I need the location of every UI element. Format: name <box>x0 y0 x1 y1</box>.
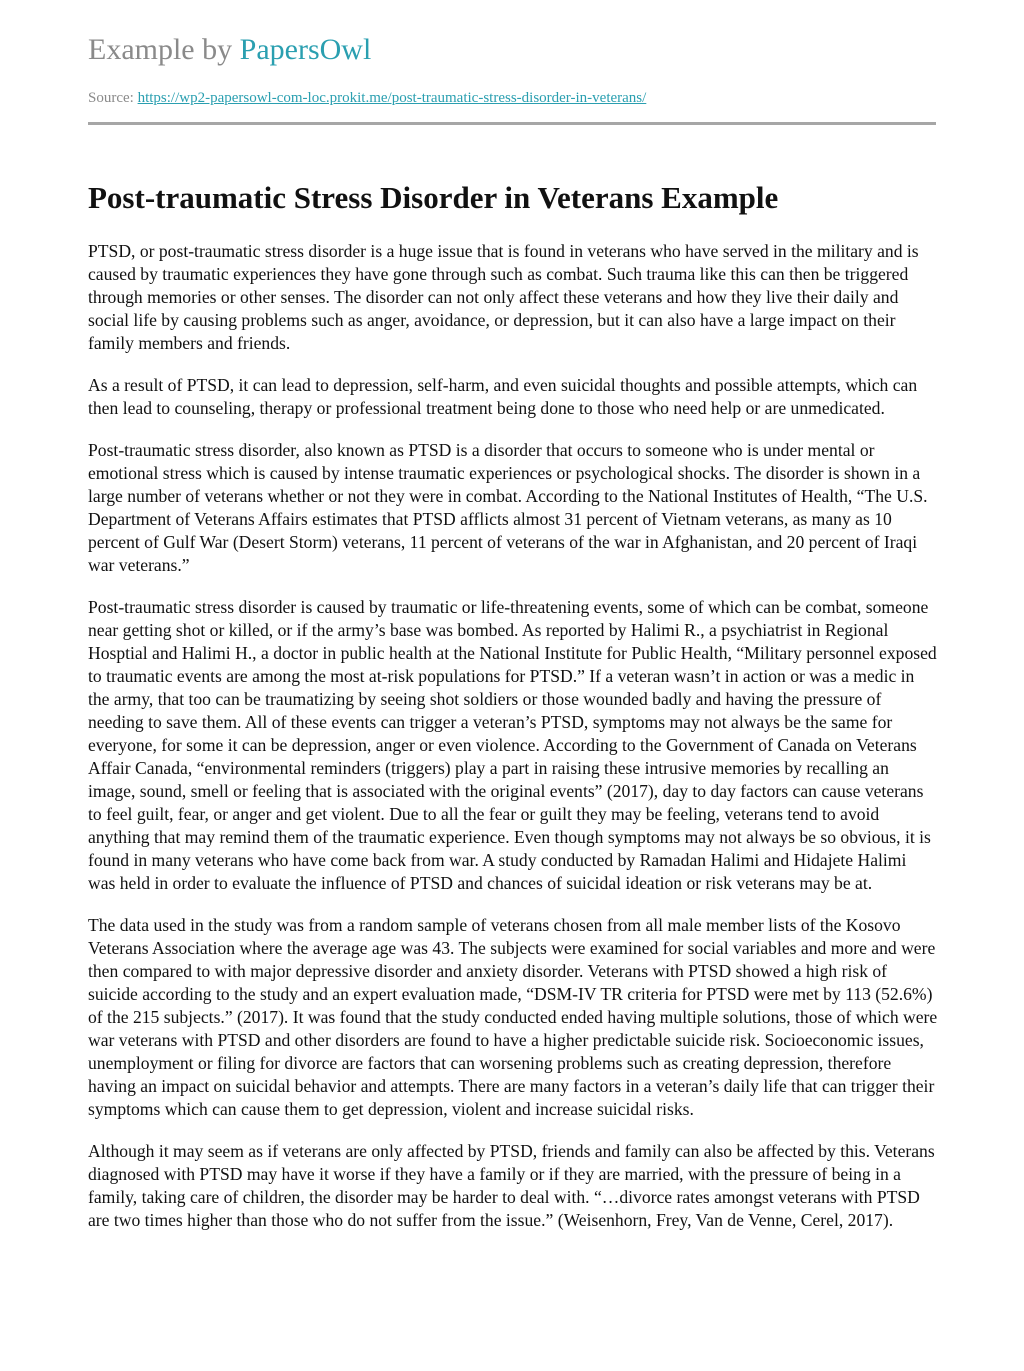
source-line <box>88 89 646 107</box>
source-label: Source: <box>88 90 134 106</box>
site-brand[interactable] <box>88 32 371 68</box>
paragraph: As a result of PTSD, it can lead to depression, self-harm, and even suicidal thoughts and possible attempts, which can then lead to counseling, therapy or professional treatment being done to those who need help or are unmedicated. <box>88 375 918 418</box>
paragraph: Post-traumatic stress disorder, also known as PTSD is a disorder that occurs to someone who is under mental or emotional stress which is caused by intense traumatic experiences or psychological shocks. The disorder is shown in a large number of veterans whether or not they were in combat. According to the National Institutes of Health, “The U.S. Department of Veterans Affairs estimates that PTSD afflicts almost 31 percent of Vietnam veterans, as many as 10 percent of Gulf War (Desert Storm) veterans, 11 percent of veterans of the war in Afghanistan, and 20 percent of Iraqi war veterans.” <box>88 440 928 575</box>
paragraph: The data used in the study was from a random sample of veterans chosen from all male member lists of the Kosovo Veterans Association where the average age was 43. The subjects were examined for social variables and more and were then compared to with major depressive disorder and anxiety disorder. Veterans with PTSD showed a high risk of suicide according to the study and an expert evaluation made, “DSM-IV TR criteria for PTSD were met by 113 (52.6%) of the 215 subjects.” (2017). It was found that the study conducted ended having multiple solutions, those of which were war veterans with PTSD and other disorders are found to have a higher predictable suicide risk. Socioeconomic issues, unemployment or filing for divorce are factors that can worsening problems such as creating depression, therefore having an impact on suicidal behavior and attempts. There are many factors in a veteran’s daily life that can trigger their symptoms which can cause them to get depression, violent and increase suicidal risks. <box>88 915 938 1119</box>
brand-prefix: Example by <box>88 33 233 66</box>
paragraph: Post-traumatic stress disorder is caused by traumatic or life-threatening events, some of which can be combat, someone near getting shot or killed, or if the army’s base was bombed. As reported by Halimi R., a psychiatrist in Regional Hosptial and Halimi H., a doctor in public health at the National Institute for Public Health, “Military personnel exposed to traumatic events are among the most at-risk populations for PTSD.” If a veteran wasn’t in action or was a medic in the army, that too can be traumatizing by seeing shot soldiers or those wounded badly and having the pressure of needing to save them. All of these events can trigger a veteran’s PTSD, symptoms may not always be the same for everyone, for some it can be depression, anger or even violence. According to the Government of Canada on Veterans Affair Canada, “environmental reminders (triggers) play a part in raising these intrusive memories by recalling an image, sound, smell or feeling that is associated with the original events” (2017), day to day factors can cause veterans to feel guilt, fear, or anger and get violent. Due to all the fear or guilt they may be feeling, veterans tend to avoid anything that may remind them of the traumatic experience. Even though symptoms may not always be so obvious, it is found in many veterans who have come back from war. A study conducted by Ramadan Halimi and Hidajete Halimi was held in order to evaluate the influence of PTSD and chances of suicidal ideation or risk veterans may be at. <box>88 597 937 893</box>
paragraph: PTSD, or post-traumatic stress disorder is a huge issue that is found in veterans who have served in the military and is caused by traumatic experiences they have gone through such as combat. Such trauma like this can then be triggered through memories or other senses. The disorder can not only affect these veterans and how they live their daily and social life by causing problems such as anger, avoidance, or depression, but it can also have a large impact on their family members and friends. <box>88 241 919 353</box>
document-body <box>88 240 938 1251</box>
document-title: Post-traumatic Stress Disorder in Veterans Example <box>88 180 779 215</box>
paragraph: Although it may seem as if veterans are only affected by PTSD, friends and family can also be affected by this. Veterans diagnosed with PTSD may have it worse if they have a family or if they are married, with the pressure of being in a family, taking care of children, the disorder may be harder to deal with. “…divorce rates amongst veterans with PTSD are two times higher than those who do not suffer from the issue.” (Weisenhorn, Frey, Van de Venne, Cerel, 2017). <box>88 1141 935 1230</box>
header-divider <box>88 122 936 125</box>
source-link[interactable]: https://wp2-papersowl-com-loc.prokit.me/post-traumatic-stress-disorder-in-veterans/ <box>137 90 647 106</box>
brand-name[interactable]: PapersOwl <box>239 33 372 66</box>
